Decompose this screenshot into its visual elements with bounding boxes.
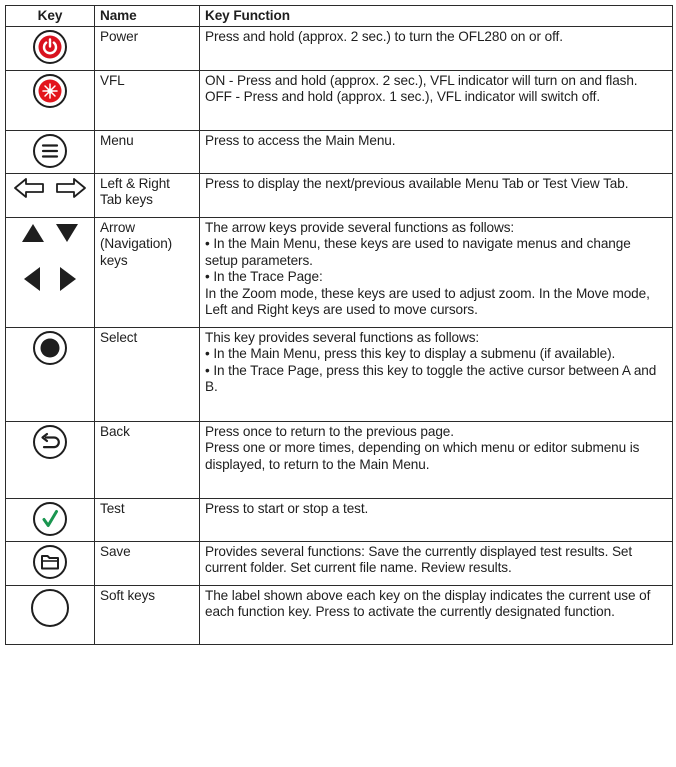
key-function: ON - Press and hold (approx. 2 sec.), VFL indicator will turn on and flash. OFF - Press and hold (approx. 1 sec.), VFL indicator will switch off. — [200, 71, 673, 131]
key-name: Save — [95, 542, 200, 586]
save-folder-icon — [32, 544, 68, 580]
key-cell — [6, 422, 95, 499]
power-icon — [32, 29, 68, 65]
test-check-icon — [32, 501, 68, 537]
key-function-table — [5, 5, 673, 645]
key-cell — [6, 71, 95, 131]
key-name: Test — [95, 499, 200, 542]
key-function: Provides several functions: Save the currently displayed test results. Set current folder. Set current file name. Review results. — [200, 542, 673, 586]
key-name: Power — [95, 27, 200, 71]
row-test — [6, 499, 673, 542]
key-function: This key provides several functions as follows: • In the Main Menu, press this key to display a submenu (if available). • In the Trace Page, press this key to toggle the active cursor between A and B. — [200, 328, 673, 422]
key-function: Press once to return to the previous page. Press one or more times, depending on which menu or editor submenu is displayed, to return to the Main Menu. — [200, 422, 673, 499]
key-cell — [6, 27, 95, 71]
row-menu — [6, 131, 673, 174]
row-save — [6, 542, 673, 586]
soft-key-icon — [30, 588, 70, 628]
row-tab-keys — [6, 174, 673, 218]
key-cell — [6, 328, 95, 422]
key-cell — [6, 499, 95, 542]
key-cell — [6, 131, 95, 174]
header-name: Name — [95, 6, 200, 27]
row-vfl — [6, 71, 673, 131]
select-icon — [32, 330, 68, 366]
key-name: Select — [95, 328, 200, 422]
key-function: The label shown above each key on the display indicates the current use of each function key. Press to activate the currently designated function. — [200, 586, 673, 645]
key-cell — [6, 218, 95, 328]
key-name: Soft keys — [95, 586, 200, 645]
key-name: Left & Right Tab keys — [95, 174, 200, 218]
left-right-tab-arrows-icon — [13, 176, 87, 200]
key-function: The arrow keys provide several functions as follows: • In the Main Menu, these keys are used to navigate menus and change setup parameters. • In the Trace Page: In the Zoom mode, these keys are used to adjust zoom. In the Move mode, Left and Right keys are used to move cursors. — [200, 218, 673, 328]
row-select — [6, 328, 673, 422]
row-power — [6, 27, 673, 71]
header-function: Key Function — [200, 6, 673, 27]
row-back — [6, 422, 673, 499]
key-function: Press to access the Main Menu. — [200, 131, 673, 174]
navigation-arrows-icon — [18, 220, 82, 296]
key-name: Arrow (Navigation) keys — [95, 218, 200, 328]
row-arrow-keys — [6, 218, 673, 328]
key-cell — [6, 174, 95, 218]
key-cell — [6, 542, 95, 586]
back-icon — [32, 424, 68, 460]
key-function: Press and hold (approx. 2 sec.) to turn the OFL280 on or off. — [200, 27, 673, 71]
key-function: Press to start or stop a test. — [200, 499, 673, 542]
menu-icon — [32, 133, 68, 169]
key-name: Back — [95, 422, 200, 499]
key-name: Menu — [95, 131, 200, 174]
key-name: VFL — [95, 71, 200, 131]
header-row — [6, 6, 673, 27]
key-cell — [6, 586, 95, 645]
header-key: Key — [6, 6, 95, 27]
row-soft-keys — [6, 586, 673, 645]
key-function: Press to display the next/previous available Menu Tab or Test View Tab. — [200, 174, 673, 218]
vfl-laser-icon — [32, 73, 68, 109]
